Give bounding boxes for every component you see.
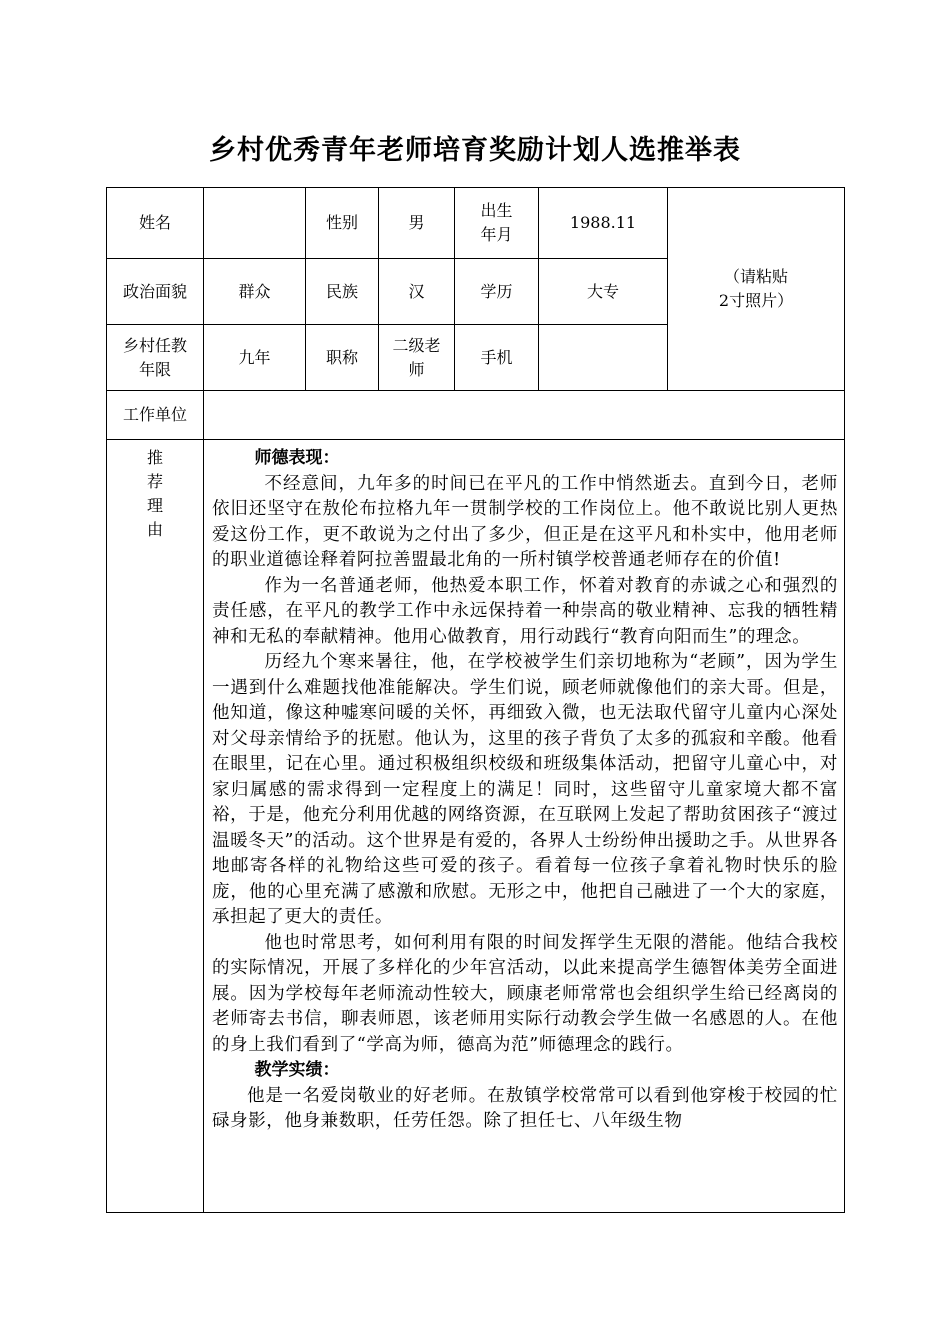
- teaching-years-label-line-1: 乡村任教: [122, 335, 187, 355]
- education-label: 学历: [455, 259, 539, 325]
- job-title-line-2: 师: [408, 359, 425, 379]
- phone-field[interactable]: [539, 325, 668, 391]
- job-title-field[interactable]: [379, 325, 455, 391]
- ethnicity-label: 民族: [306, 259, 379, 325]
- job-title-line-1: 二级老: [392, 335, 441, 355]
- birth-field[interactable]: 1988.11: [539, 188, 668, 259]
- reason-label: [107, 440, 204, 1213]
- politics-label: 政治面貌: [107, 259, 204, 325]
- teaching-results-heading: 教学实绩：: [254, 1060, 340, 1080]
- reason-text-area[interactable]: [204, 440, 845, 1213]
- reason-label-char: 由: [146, 520, 163, 539]
- name-field[interactable]: [204, 188, 306, 259]
- education-field[interactable]: 大专: [539, 259, 668, 325]
- reason-label-char: 荐: [146, 472, 163, 491]
- gender-field[interactable]: 男: [379, 188, 455, 259]
- reason-label-char: 推: [146, 448, 163, 467]
- reason-paragraph: 不经意间，九年多的时间已在平凡的工作中悄然逝去。直到今日，老师依旧还坚守在敖伦布拉格九年一贯制学校的工作岗位上。他不敢说比别人更热爱这份工作，更不敢说为之付出了多少，但正是在这平凡和朴实中，他用老师的职业道德诠释着阿拉善盟最北角的一所村镇学校普通老师存在的价值!: [212, 473, 838, 570]
- page-title: 乡村优秀青年老师培育奖励计划人选推举表: [209, 135, 741, 166]
- nomination-form-table: [106, 187, 845, 1213]
- reason-paragraph: 作为一名普通老师，他热爱本职工作，怀着对教育的赤诚之心和强烈的责任感，在平凡的教学工作中永远保持着一种崇高的敬业精神、忘我的牺牲精神和无私的奉献精神。他用心做教育，用行动践行“教育向阳而生”的理念。: [212, 575, 838, 647]
- birth-label: [455, 188, 539, 259]
- photo-hint-line-1: （请粘贴: [723, 267, 788, 286]
- reason-paragraph: 他也时常思考，如何利用有限的时间发挥学生无限的潜能。他结合我校的实际情况，开展了多样化的少年宫活动，以此来提高学生德智体美劳全面进展。因为学校每年老师流动性较大，顾康老师常常也会组织学生给已经离岗的老师寄去书信，聊表师恩，该老师用实际行动教会学生做一名感恩的人。在他的身上我们看到了“学高为师，德高为范”师德理念的践行。: [212, 932, 838, 1055]
- teaching-years-field[interactable]: 九年: [204, 325, 306, 391]
- politics-field[interactable]: 群众: [204, 259, 306, 325]
- birth-label-line-2: 年月: [480, 225, 513, 244]
- photo-placeholder[interactable]: [668, 188, 845, 391]
- workplace-field[interactable]: [204, 391, 845, 440]
- workplace-label: 工作单位: [107, 391, 204, 440]
- name-label: 姓名: [107, 188, 204, 259]
- gender-label: 性别: [306, 188, 379, 259]
- reason-paragraph: 他是一名爱岗敬业的好老师。在敖镇学校常常可以看到他穿梭于校园的忙碌身影，他身兼数职，任劳任怨。除了担任七、八年级生物: [212, 1085, 838, 1131]
- birth-label-line-1: 出生: [480, 201, 513, 220]
- job-title-label: 职称: [306, 325, 379, 391]
- phone-label: 手机: [455, 325, 539, 391]
- teaching-years-label: [107, 325, 204, 391]
- photo-hint-line-2: 2寸照片）: [718, 291, 794, 310]
- reason-paragraph: 历经九个寒来暑往，他，在学校被学生们亲切地称为“老顾”，因为学生一遇到什么难题找他准能解决。学生们说，顾老师就像他们的亲大哥。但是，他知道，像这种嘘寒问暖的关怀，再细致入微，也无法取代留守儿童内心深处对父母亲情给予的抚慰。他认为，这里的孩子背负了太多的孤寂和辛酸。他看在眼里，记在心里。通过积极组织校级和班级集体活动，把留守儿童心中，对家归属感的需求得到一定程度上的满足！同时，这些留守儿童家境大都不富裕，于是，他充分利用优越的网络资源，在互联网上发起了帮助贫困孩子“渡过温暖冬天”的活动。这个世界是有爱的，各界人士纷纷伸出援助之手。从世界各地邮寄各样的礼物给这些可爱的孩子。看着每一位孩子拿着礼物时快乐的脸庞，他的心里充满了感激和欣慰。无形之中，他把自己融进了一个大的家庭，承担起了更大的责任。: [212, 652, 838, 927]
- ethnicity-field[interactable]: 汉: [379, 259, 455, 325]
- ethics-heading: 师德表现：: [254, 448, 340, 468]
- teaching-years-label-line-2: 年限: [138, 359, 171, 379]
- reason-label-char: 理: [146, 496, 163, 515]
